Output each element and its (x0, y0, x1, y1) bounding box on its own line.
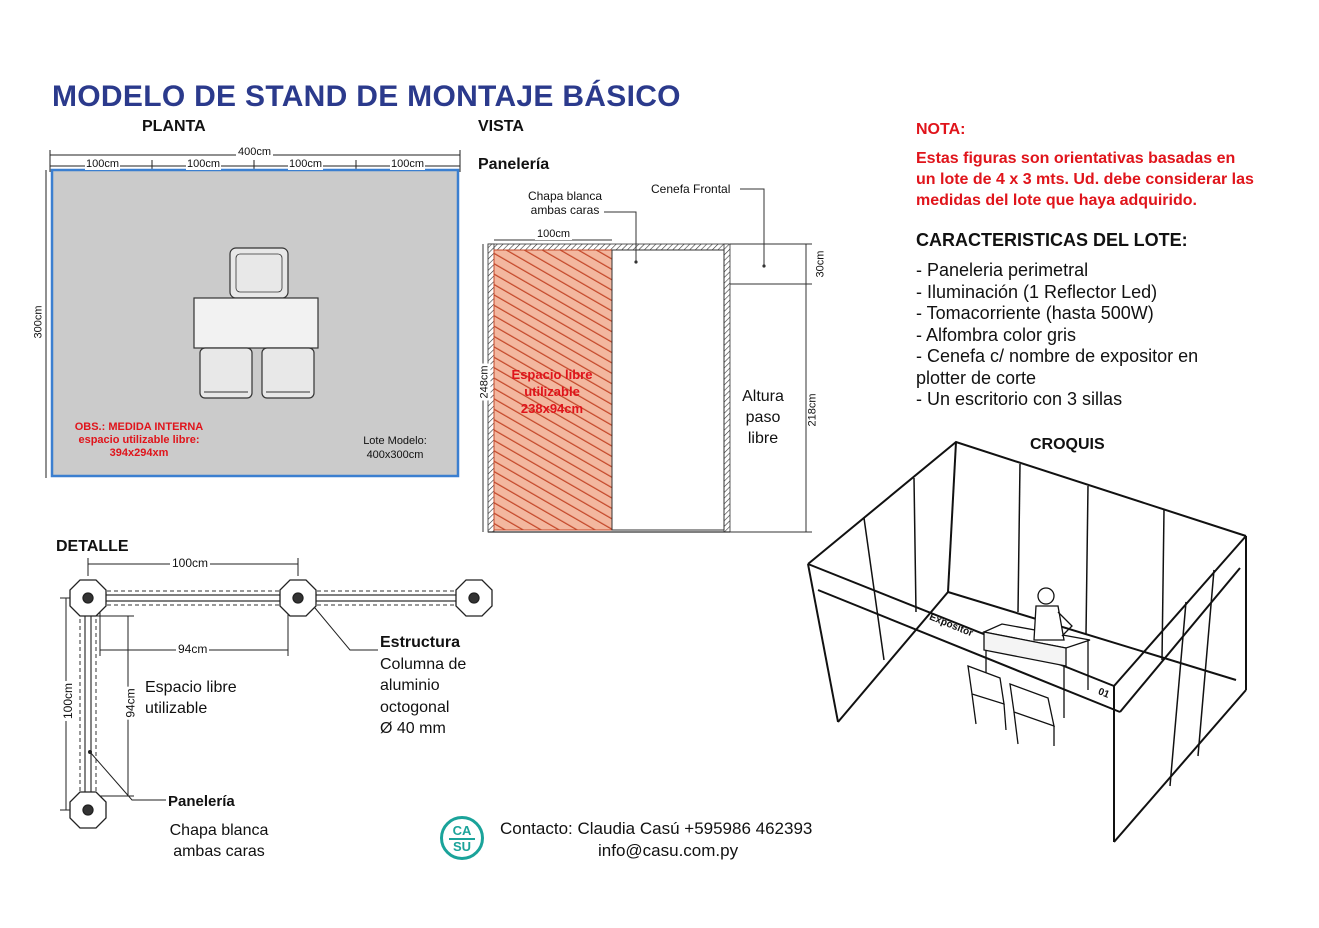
fascia-number-text: 01 (1096, 686, 1111, 701)
detail-space-line1: Espacio libre (145, 679, 237, 696)
plan-segment-3: 100cm (289, 158, 323, 170)
plan-lot-title: Lote Modelo: (363, 435, 427, 447)
plan-total-width: 400cm (238, 146, 272, 158)
characteristic-item: - Paneleria perimetral (916, 260, 1089, 280)
characteristic-item: - Tomacorriente (hasta 500W) (916, 303, 1154, 323)
plan-obs-line1: espacio utilizable libre: (78, 434, 200, 446)
free-line3: 238x94cm (520, 401, 584, 416)
plan-obs-title: OBS.: MEDIDA INTERNA (74, 421, 204, 433)
free-line2: utilizable (524, 384, 580, 399)
panel-description (160, 820, 278, 862)
structure-line2: aluminio (380, 677, 440, 694)
contact-line1: Contacto: Claudia Casú +595986 462393 (500, 819, 813, 838)
detail-heading: DETALLE (56, 538, 129, 555)
panel-title: Panelería (168, 793, 235, 810)
structure-line1: Columna de (380, 655, 467, 673)
note-line1: Estas figuras son orientativas basadas en (916, 150, 1236, 167)
plan-heading: PLANTA (142, 118, 206, 135)
logo-text-top: CA (452, 823, 472, 838)
note-heading: NOTA: (916, 121, 966, 138)
detail-space-label (145, 677, 237, 719)
vertical-panel (80, 612, 96, 792)
detail-left-label: 100cm (61, 682, 76, 720)
structure-label (380, 632, 466, 740)
fascia-exhibitor-text: Expositor (927, 611, 975, 640)
free-line1: Espacio libre (511, 367, 593, 382)
casu-logo (440, 816, 484, 860)
contact-block (500, 818, 812, 862)
chapa-line1: Chapa blanca (527, 189, 603, 203)
sketch-heading: CROQUIS (1030, 436, 1105, 453)
characteristic-item: - Iluminación (1 Reflector Led) (916, 281, 1158, 302)
structure-title: Estructura (380, 634, 461, 651)
note-line3: medidas del lote que haya adquirido. (916, 192, 1197, 209)
plan-segment-4: 100cm (391, 158, 425, 170)
characteristic-item: - Alfombra color gris (916, 324, 1077, 345)
view-subheading: Panelería (478, 156, 550, 173)
vertical-panel-solid (85, 612, 91, 792)
panel-height-label: 248cm (478, 365, 491, 399)
plan-lot-size: 400x300cm (366, 449, 424, 461)
detail-inner-vertical-label: 94cm (123, 688, 138, 718)
structure-line3: octogonal (380, 698, 450, 716)
cenefa-label: Cenefa Frontal (651, 182, 731, 196)
panel-line1: Chapa blanca (169, 822, 269, 839)
plan-segment-1: 100cm (86, 158, 120, 170)
characteristic-item: - Cenefa c/ nombre de expositor en (916, 346, 1199, 366)
plan-segment-2: 100cm (187, 158, 221, 170)
characteristics-heading: CARACTERISTICAS DEL LOTE: (916, 230, 1188, 250)
plan-obs-line2: 394x294xm (109, 447, 169, 459)
plan-height-label: 300cm (32, 305, 45, 339)
view-heading: VISTA (478, 118, 524, 135)
column-icon (280, 580, 316, 616)
column-icon (70, 792, 106, 828)
structure-leader (310, 602, 378, 650)
column-icon (70, 580, 106, 616)
chapa-line2: ambas caras (530, 203, 600, 217)
note-line2: un lote de 4 x 3 mts. Ud. debe considerar las (916, 171, 1254, 188)
page-title: MODELO DE STAND DE MONTAJE BÁSICO (52, 80, 681, 113)
characteristic-item: plotter de corte (916, 367, 1037, 388)
detail-inner-label: 94cm (178, 642, 208, 656)
clear-line2: paso (745, 409, 781, 426)
contact-email: info@casu.com.py (598, 841, 739, 860)
column-icon (456, 580, 492, 616)
detail-top-label: 100cm (172, 556, 209, 570)
structure-line4: Ø 40 mm (380, 720, 446, 737)
panel-width-label: 100cm (537, 228, 571, 240)
characteristic-item: - Un escritorio con 3 sillas (916, 389, 1123, 409)
cenefa-height-label: 30cm (814, 250, 827, 278)
detail-space-line2: utilizable (145, 700, 208, 717)
clear-line1: Altura (742, 388, 784, 405)
logo-text-bottom: SU (449, 838, 475, 854)
clear-height-label: 218cm (806, 393, 819, 427)
panel-line2: ambas caras (173, 843, 265, 860)
clear-line3: libre (747, 430, 779, 447)
